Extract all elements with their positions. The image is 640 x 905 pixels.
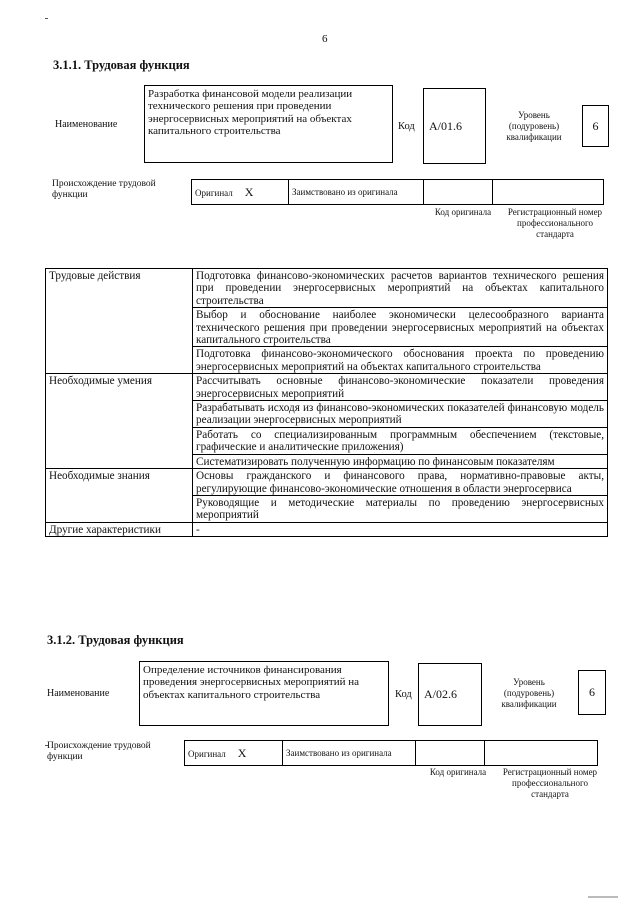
code-label-1: Код bbox=[398, 121, 415, 132]
reg-number-caption-2: Регистрационный номер профессионального стандарта bbox=[502, 767, 598, 799]
reg-number-caption-1: Регистрационный номер профессионального стандарта bbox=[507, 207, 603, 239]
scan-mark bbox=[588, 896, 618, 898]
scan-mark bbox=[45, 18, 48, 19]
code-original-caption-1: Код оригинала bbox=[434, 207, 492, 217]
knowledge-item: Руководящие и методические материалы по проведению энергосервисных мероприятий bbox=[193, 495, 608, 522]
name-label-2: Наименование bbox=[47, 688, 110, 699]
origin-table-1 bbox=[191, 179, 604, 205]
original-label: Оригинал bbox=[188, 748, 226, 759]
page-number: 6 bbox=[322, 33, 328, 45]
code-label-2: Код bbox=[395, 689, 412, 700]
x-mark: X bbox=[244, 184, 254, 199]
origin-table-2 bbox=[184, 740, 598, 766]
function-name-box-1: Разработка финансовой модели реализации технического решения при проведении энергосервисных мероприятий на объектах капитального строительства bbox=[144, 85, 393, 163]
reg-number-cell bbox=[485, 741, 598, 766]
skills-label: Необходимые умения bbox=[46, 374, 193, 469]
origin-label-1: Происхождение трудовой функции bbox=[52, 179, 156, 200]
labor-actions-label: Трудовые действия bbox=[46, 269, 193, 374]
section-heading-2: 3.1.2. Трудовая функция bbox=[47, 633, 184, 647]
function-name-box-2: Определение источников финансирования проведения энергосервисных мероприятий на объектах капитального строительства bbox=[139, 661, 389, 726]
name-label-1: Наименование bbox=[55, 119, 118, 130]
x-mark: X bbox=[237, 745, 247, 760]
function-details-table bbox=[45, 268, 608, 537]
knowledge-label: Необходимые знания bbox=[46, 469, 193, 523]
level-label-1: Уровень (подуровень) квалификации bbox=[506, 110, 562, 142]
section-heading-1: 3.1.1. Трудовая функция bbox=[53, 58, 190, 72]
borrowed-cell: Заимствовано из оригинала bbox=[289, 180, 424, 205]
skill-item: Рассчитывать основные финансово-экономические показатели проведения энергосервисных мероприятий bbox=[193, 374, 608, 401]
skill-item: Работать со специализированным программным обеспечением (текстовые, графические и аналитические приложения) bbox=[193, 427, 608, 454]
labor-action-item: Выбор и обоснование наиболее экономически целесообразного варианта технического решения при проведении энергосервисных мероприятий на объектах капитального строительства bbox=[193, 308, 608, 347]
code-original-cell bbox=[424, 180, 493, 205]
level-label-2: Уровень (подуровень) квалификации bbox=[501, 677, 557, 709]
reg-number-cell bbox=[493, 180, 604, 205]
original-label: Оригинал bbox=[195, 187, 233, 198]
function-code-box-2: А/02.6 bbox=[418, 663, 482, 726]
original-cell bbox=[185, 741, 283, 766]
level-value-box-1: 6 bbox=[582, 105, 609, 147]
level-value-box-2: 6 bbox=[578, 670, 606, 715]
knowledge-item: Основы гражданского и финансового права, нормативно-правовые акты, регулирующие финансово-экономические отношения в области энергосервиса bbox=[193, 469, 608, 496]
other-characteristics-value: - bbox=[193, 522, 608, 536]
origin-label-2: Происхождение трудовой функции bbox=[47, 741, 151, 762]
code-original-cell bbox=[416, 741, 485, 766]
skill-item: Разрабатывать исходя из финансово-экономических показателей финансовую модель реализации энергосервисных мероприятий bbox=[193, 401, 608, 428]
labor-action-item: Подготовка финансово-экономического обоснования проекта по проведению энергосервисных мероприятий на объектах капитального строительства bbox=[193, 347, 608, 374]
other-characteristics-label: Другие характеристики bbox=[46, 522, 193, 536]
borrowed-cell: Заимствовано из оригинала bbox=[283, 741, 416, 766]
function-code-box-1: А/01.6 bbox=[423, 88, 486, 164]
code-original-caption-2: Код оригинала bbox=[429, 767, 487, 777]
skill-item: Систематизировать полученную информацию по финансовым показателям bbox=[193, 454, 608, 468]
original-cell bbox=[192, 180, 289, 205]
labor-action-item: Подготовка финансово-экономических расчетов вариантов технического решения при проведении энергосервисных мероприятий на объектах капитального строительства bbox=[193, 269, 608, 308]
